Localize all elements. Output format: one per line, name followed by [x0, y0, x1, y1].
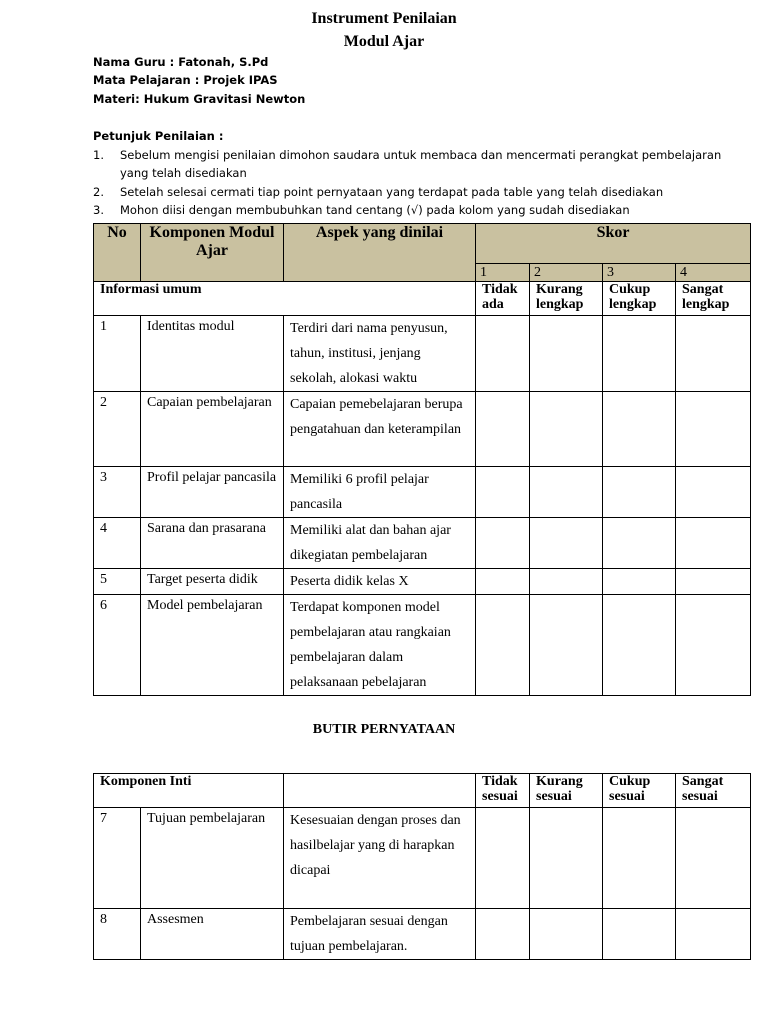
- score-cell[interactable]: [603, 909, 676, 960]
- row-number: 3: [94, 467, 141, 518]
- table-row: [94, 467, 751, 518]
- component-name: Sarana dan prasarana: [141, 518, 284, 569]
- section-label: Informasi umum: [94, 282, 476, 316]
- empty-header-cell: [284, 774, 476, 808]
- assessment-table-core: [93, 773, 751, 960]
- score-cell[interactable]: [676, 909, 751, 960]
- instructions-heading: Petunjuk Penilaian :: [93, 129, 224, 143]
- component-name: Profil pelajar pancasila: [141, 467, 284, 518]
- aspect-text: Terdiri dari nama penyusun, tahun, institusi, jenjang sekolah, alokasi waktu: [284, 316, 476, 392]
- score-cell[interactable]: [476, 909, 530, 960]
- table-row: [94, 316, 751, 392]
- score-label: Tidak ada: [476, 282, 530, 316]
- score-cell[interactable]: [603, 467, 676, 518]
- score-cell[interactable]: [676, 392, 751, 467]
- instructions: [93, 127, 753, 220]
- score-number: 3: [603, 264, 676, 282]
- score-label: Sangat lengkap: [676, 282, 751, 316]
- row-number: 4: [94, 518, 141, 569]
- score-cell[interactable]: [530, 808, 603, 909]
- instruction-item: 1. Sebelum mengisi penilaian dimohon saudara untuk membaca dan mencermati perangkat pembelajaran yang telah disediakan: [93, 147, 722, 180]
- header-skor: Skor: [476, 224, 751, 264]
- score-label: Kurang lengkap: [530, 282, 603, 316]
- table-row: [94, 595, 751, 696]
- score-cell[interactable]: [476, 595, 530, 696]
- score-cell[interactable]: [476, 392, 530, 467]
- score-cell[interactable]: [530, 909, 603, 960]
- aspect-text: Memiliki 6 profil pelajar pancasila: [284, 467, 476, 518]
- row-number: 2: [94, 392, 141, 467]
- score-number: 2: [530, 264, 603, 282]
- aspect-text: Kesesuaian dengan proses dan hasilbelajar yang di harapkan dicapai: [284, 808, 476, 909]
- header-aspek: Aspek yang dinilai: [284, 224, 476, 282]
- score-cell[interactable]: [676, 316, 751, 392]
- teacher-name: Nama Guru : Fatonah, S.Pd: [93, 55, 269, 69]
- component-name: Identitas modul: [141, 316, 284, 392]
- document-title: Instrument Penilaian: [311, 10, 457, 27]
- component-name: Tujuan pembelajaran: [141, 808, 284, 909]
- component-name: Model pembelajaran: [141, 595, 284, 696]
- score-cell[interactable]: [603, 316, 676, 392]
- score-cell[interactable]: [603, 595, 676, 696]
- score-label: Sangat sesuai: [676, 774, 751, 808]
- score-cell[interactable]: [476, 467, 530, 518]
- section-heading: BUTIR PERNYATAAN: [312, 722, 456, 737]
- score-cell[interactable]: [603, 518, 676, 569]
- table-row: [94, 569, 751, 595]
- score-cell[interactable]: [530, 595, 603, 696]
- row-number: 8: [94, 909, 141, 960]
- score-cell[interactable]: [676, 467, 751, 518]
- table-row: [94, 808, 751, 909]
- aspect-text: Pembelajaran sesuai dengan tujuan pembelajaran.: [284, 909, 476, 960]
- score-cell[interactable]: [476, 808, 530, 909]
- row-number: 1: [94, 316, 141, 392]
- score-label: Cukup lengkap: [603, 282, 676, 316]
- score-cell[interactable]: [530, 392, 603, 467]
- score-cell[interactable]: [476, 518, 530, 569]
- score-cell[interactable]: [676, 595, 751, 696]
- score-number: 4: [676, 264, 751, 282]
- assessment-table-general: [93, 223, 751, 696]
- row-number: 6: [94, 595, 141, 696]
- table-row: [94, 392, 751, 467]
- score-cell[interactable]: [603, 569, 676, 595]
- section-label: Komponen Inti: [94, 774, 284, 808]
- aspect-text: Capaian pemebelajaran berupa pengatahuan dan keterampilan: [284, 392, 476, 467]
- instruction-item: 2. Setelah selesai cermati tiap point pernyataan yang terdapat pada table yang telah disediakan: [93, 184, 664, 199]
- aspect-text: Memiliki alat dan bahan ajar dikegiatan pembelajaran: [284, 518, 476, 569]
- score-cell[interactable]: [676, 569, 751, 595]
- table-row: [94, 518, 751, 569]
- material: Materi: Hukum Gravitasi Newton: [93, 92, 306, 106]
- score-cell[interactable]: [476, 569, 530, 595]
- score-cell[interactable]: [603, 392, 676, 467]
- table-row: [94, 909, 751, 960]
- score-cell[interactable]: [676, 518, 751, 569]
- score-number: 1: [476, 264, 530, 282]
- component-name: Target peserta didik: [141, 569, 284, 595]
- header-no: No: [94, 224, 141, 282]
- instruction-item: 3. Mohon diisi dengan membubuhkan tand centang (√) pada kolom yang sudah disediakan: [93, 203, 630, 217]
- aspect-text: Terdapat komponen model pembelajaran atau rangkaian pembelajaran dalam pelaksanaan pebelajaran: [284, 595, 476, 696]
- score-label: Tidak sesuai: [476, 774, 530, 808]
- aspect-text: Peserta didik kelas X: [284, 569, 476, 595]
- document-subtitle: Modul Ajar: [343, 33, 425, 50]
- row-number: 7: [94, 808, 141, 909]
- score-cell[interactable]: [530, 518, 603, 569]
- score-label: Kurang sesuai: [530, 774, 603, 808]
- header-komponen: Komponen Modul Ajar: [141, 224, 284, 282]
- score-cell[interactable]: [676, 808, 751, 909]
- score-cell[interactable]: [530, 569, 603, 595]
- score-label: Cukup sesuai: [603, 774, 676, 808]
- row-number: 5: [94, 569, 141, 595]
- subject: Mata Pelajaran : Projek IPAS: [93, 73, 278, 87]
- score-cell[interactable]: [603, 808, 676, 909]
- score-cell[interactable]: [530, 316, 603, 392]
- component-name: Capaian pembelajaran: [141, 392, 284, 467]
- score-cell[interactable]: [476, 316, 530, 392]
- component-name: Assesmen: [141, 909, 284, 960]
- score-cell[interactable]: [530, 467, 603, 518]
